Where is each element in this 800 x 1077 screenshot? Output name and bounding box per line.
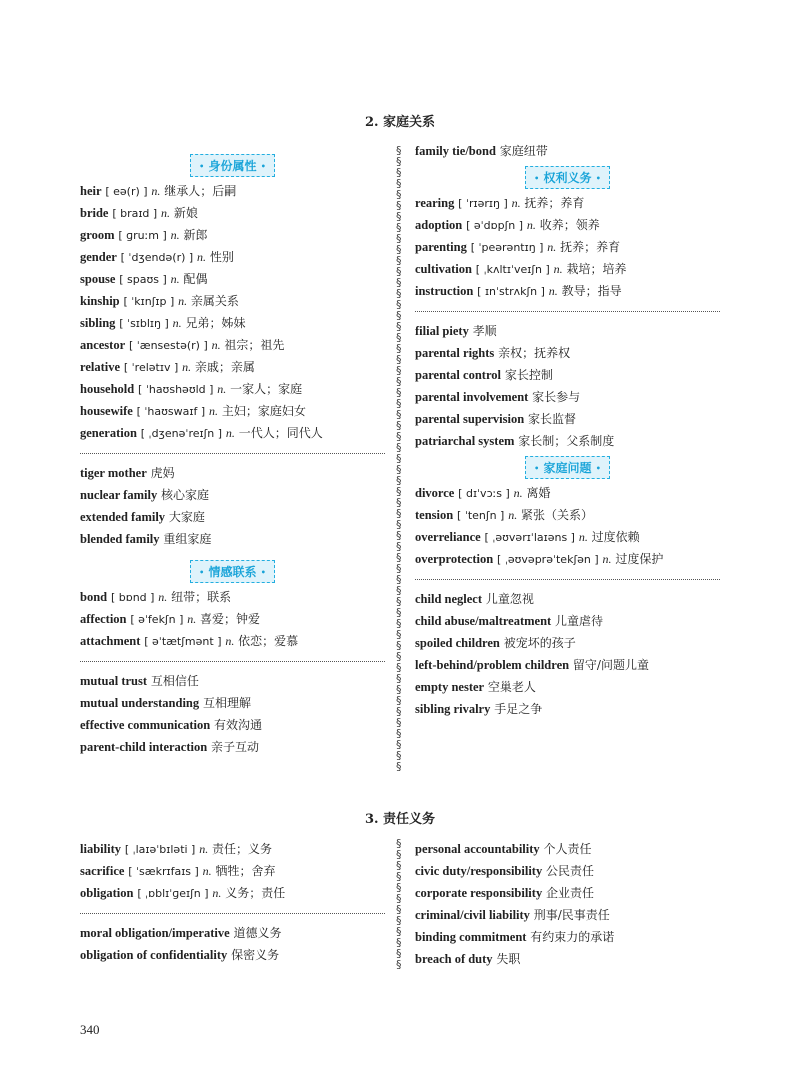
term: mutual understanding bbox=[80, 696, 200, 710]
term: effective communication bbox=[80, 718, 211, 732]
phonetic: [ ˌəʊvəprəˈtekʃən ] bbox=[497, 553, 599, 566]
tag-identity: • 身份属性 • bbox=[190, 154, 275, 177]
phrase-entry bbox=[80, 484, 385, 506]
translation: 儿童忽视 bbox=[485, 592, 534, 606]
word-entry bbox=[80, 586, 385, 608]
phrase-entry bbox=[415, 386, 720, 408]
translation: 被宠坏的孩子 bbox=[503, 636, 576, 650]
term: mutual trust bbox=[80, 674, 148, 688]
translation: 义务；责任 bbox=[225, 886, 286, 900]
problems-phrase-list bbox=[415, 588, 720, 720]
part-of-speech: n. bbox=[578, 530, 588, 544]
translation: 个人责任 bbox=[543, 842, 592, 856]
phonetic: [ ˈkɪnʃɪp ] bbox=[123, 295, 175, 308]
term: bond bbox=[80, 590, 108, 604]
part-of-speech: n. bbox=[526, 218, 536, 232]
emotion-phrase-list bbox=[80, 670, 385, 758]
phrase-entry bbox=[80, 692, 385, 714]
word-entry bbox=[80, 180, 385, 202]
phrase-entry bbox=[415, 632, 720, 654]
term: nuclear family bbox=[80, 488, 158, 502]
phonetic: [ ˈsɪblɪŋ ] bbox=[119, 317, 169, 330]
translation: 过度保护 bbox=[615, 552, 664, 566]
word-entry bbox=[80, 608, 385, 630]
phrase-entry bbox=[415, 430, 720, 452]
translation: 新娘 bbox=[173, 206, 198, 220]
word-entry bbox=[80, 290, 385, 312]
tag-rights-wrap bbox=[415, 162, 720, 192]
term: household bbox=[80, 382, 135, 396]
translation: 亲戚；亲属 bbox=[194, 360, 255, 374]
word-entry bbox=[80, 268, 385, 290]
tag-rights: • 权利义务 • bbox=[525, 166, 610, 189]
tag-problems: • 家庭问题 • bbox=[525, 456, 610, 479]
phrase-entry bbox=[415, 904, 720, 926]
column-divider: § § § § § § § § § § § § bbox=[396, 838, 402, 971]
phonetic: [ ˌɒblɪˈɡeɪʃn ] bbox=[137, 887, 209, 900]
translation: 亲属关系 bbox=[190, 294, 239, 308]
word-entry bbox=[80, 312, 385, 334]
translation: 亲权；抚养权 bbox=[498, 346, 571, 360]
term: groom bbox=[80, 228, 115, 242]
part-of-speech: n. bbox=[553, 262, 563, 276]
tag-emotion-wrap bbox=[80, 556, 385, 586]
phrase-entry bbox=[415, 948, 720, 970]
word-entry bbox=[415, 526, 720, 548]
translation: 公民责任 bbox=[546, 864, 595, 878]
part-of-speech: n. bbox=[199, 842, 209, 856]
rights-word-list bbox=[415, 192, 720, 302]
translation: 道德义务 bbox=[233, 926, 282, 940]
phrase-entry bbox=[80, 714, 385, 736]
phonetic: [ dɪˈvɔːs ] bbox=[458, 487, 510, 500]
part-of-speech: n. bbox=[208, 404, 218, 418]
translation: 性别 bbox=[209, 250, 234, 264]
part-of-speech: n. bbox=[225, 426, 235, 440]
term: overreliance bbox=[415, 530, 481, 544]
part-of-speech: n. bbox=[602, 552, 612, 566]
translation: 教导；指导 bbox=[561, 284, 622, 298]
part-of-speech: n. bbox=[178, 294, 188, 308]
term: parental supervision bbox=[415, 412, 525, 426]
term: bride bbox=[80, 206, 109, 220]
term: spouse bbox=[80, 272, 116, 286]
phrase-entry bbox=[80, 944, 385, 966]
part-of-speech: n. bbox=[182, 360, 192, 374]
tag-problems-wrap bbox=[415, 452, 720, 482]
term: ancestor bbox=[80, 338, 126, 352]
separator bbox=[80, 661, 385, 662]
translation: 刑事/民事责任 bbox=[533, 908, 610, 922]
translation: 紧张（关系） bbox=[521, 508, 594, 522]
part-of-speech: n. bbox=[511, 196, 521, 210]
translation: 继承人；后嗣 bbox=[164, 184, 237, 198]
translation: 有效沟通 bbox=[214, 718, 263, 732]
term: criminal/civil liability bbox=[415, 908, 530, 922]
phonetic: [ ˈsækrɪfaɪs ] bbox=[128, 865, 199, 878]
phonetic: [ ˌdʒenəˈreɪʃn ] bbox=[140, 427, 223, 440]
word-entry bbox=[415, 192, 720, 214]
term: child abuse/maltreatment bbox=[415, 614, 552, 628]
word-entry bbox=[80, 838, 385, 860]
term: child neglect bbox=[415, 592, 483, 606]
phonetic: [ ˈrɪərɪŋ ] bbox=[458, 197, 508, 210]
term: liability bbox=[80, 842, 121, 856]
word-entry bbox=[80, 224, 385, 246]
translation: 过度依赖 bbox=[591, 530, 640, 544]
term: patriarchal system bbox=[415, 434, 515, 448]
word-entry bbox=[80, 356, 385, 378]
part-of-speech: n. bbox=[225, 634, 235, 648]
translation: 虎妈 bbox=[150, 466, 175, 480]
phrase-entry bbox=[415, 588, 720, 610]
term: blended family bbox=[80, 532, 160, 546]
translation: 核心家庭 bbox=[161, 488, 210, 502]
part-of-speech: n. bbox=[158, 590, 168, 604]
phonetic: [ ɪnˈstrʌkʃn ] bbox=[477, 285, 545, 298]
term: breach of duty bbox=[415, 952, 493, 966]
word-entry bbox=[80, 202, 385, 224]
phonetic: [ spaʊs ] bbox=[119, 273, 167, 286]
phonetic: [ ˌkʌltɪˈveɪʃn ] bbox=[475, 263, 550, 276]
part-of-speech: n. bbox=[217, 382, 227, 396]
word-entry bbox=[415, 236, 720, 258]
term: obligation bbox=[80, 886, 134, 900]
word-entry bbox=[415, 482, 720, 504]
term: moral obligation/imperative bbox=[80, 926, 230, 940]
phonetic: [ ˈhaʊswaɪf ] bbox=[136, 405, 206, 418]
term: kinship bbox=[80, 294, 120, 308]
word-entry bbox=[80, 422, 385, 444]
part-of-speech: n. bbox=[212, 886, 222, 900]
word-entry bbox=[415, 280, 720, 302]
phonetic: [ əˈtætʃmənt ] bbox=[144, 635, 222, 648]
phonetic: [ braɪd ] bbox=[112, 207, 158, 220]
separator bbox=[80, 453, 385, 454]
word-entry bbox=[80, 860, 385, 882]
word-entry bbox=[415, 214, 720, 236]
duty-right-column bbox=[415, 838, 720, 970]
problems-word-list bbox=[415, 482, 720, 570]
phrase-entry bbox=[415, 364, 720, 386]
phrase-entry bbox=[80, 922, 385, 944]
term: sibling bbox=[80, 316, 116, 330]
phrase-entry bbox=[415, 698, 720, 720]
duty-phrase-list bbox=[80, 922, 385, 966]
part-of-speech: n. bbox=[151, 184, 161, 198]
phrase-entry bbox=[415, 882, 720, 904]
term: parental rights bbox=[415, 346, 495, 360]
part-of-speech: n. bbox=[548, 284, 558, 298]
phrase-entry bbox=[80, 528, 385, 550]
part-of-speech: n. bbox=[513, 486, 523, 500]
translation: 责任；义务 bbox=[212, 842, 273, 856]
term: obligation of confidentiality bbox=[80, 948, 228, 962]
term: parental involvement bbox=[415, 390, 529, 404]
family-right-column bbox=[415, 140, 720, 720]
separator bbox=[415, 579, 720, 580]
translation: 手足之争 bbox=[494, 702, 543, 716]
translation: 依恋；爱慕 bbox=[238, 634, 299, 648]
translation: 失职 bbox=[496, 952, 521, 966]
term: civic duty/responsibility bbox=[415, 864, 543, 878]
translation: 空巢老人 bbox=[487, 680, 536, 694]
part-of-speech: n. bbox=[170, 272, 180, 286]
translation: 纽带；联系 bbox=[171, 590, 232, 604]
phonetic: [ ˈpeərəntɪŋ ] bbox=[470, 241, 544, 254]
phonetic: [ ɡruːm ] bbox=[118, 229, 167, 242]
phrase-entry bbox=[80, 736, 385, 758]
word-entry bbox=[80, 882, 385, 904]
phrase-entry bbox=[80, 462, 385, 484]
phrase-entry bbox=[80, 670, 385, 692]
phonetic: [ ˈrelətɪv ] bbox=[123, 361, 179, 374]
term: affection bbox=[80, 612, 127, 626]
phonetic: [ əˈdɒpʃn ] bbox=[466, 219, 524, 232]
translation: 儿童虐待 bbox=[555, 614, 604, 628]
phrase-entry bbox=[415, 838, 720, 860]
phrase-entry bbox=[415, 654, 720, 676]
word-entry bbox=[80, 246, 385, 268]
term: relative bbox=[80, 360, 121, 374]
term: cultivation bbox=[415, 262, 472, 276]
translation: 祖宗；祖先 bbox=[224, 338, 285, 352]
translation: 主妇；家庭妇女 bbox=[221, 404, 306, 418]
translation: 栽培；培养 bbox=[566, 262, 627, 276]
phonetic: [ eə(r) ] bbox=[105, 185, 148, 198]
phonetic: [ ˈænsestə(r) ] bbox=[128, 339, 208, 352]
phonetic: [ əˈfekʃn ] bbox=[130, 613, 184, 626]
translation: 孝顺 bbox=[472, 324, 497, 338]
phonetic: [ ˌlaɪəˈbɪləti ] bbox=[124, 843, 196, 856]
term: filial piety bbox=[415, 324, 469, 338]
section-title-duty: 3. 责任义务 bbox=[364, 812, 436, 827]
tag-identity-wrap bbox=[80, 150, 385, 180]
phonetic: [ ˈtenʃn ] bbox=[457, 509, 505, 522]
phonetic: [ ˌəʊvərɪˈlaɪəns ] bbox=[484, 531, 575, 544]
identity-word-list bbox=[80, 180, 385, 444]
translation: 配偶 bbox=[183, 272, 208, 286]
translation: 大家庭 bbox=[168, 510, 205, 524]
phrase-entry bbox=[415, 140, 720, 162]
term: generation bbox=[80, 426, 137, 440]
phrase-entry bbox=[415, 320, 720, 342]
word-entry bbox=[415, 504, 720, 526]
term: empty nester bbox=[415, 680, 485, 694]
rights-phrase-list bbox=[415, 320, 720, 452]
translation: 家庭纽带 bbox=[499, 144, 548, 158]
translation: 新郎 bbox=[183, 228, 208, 242]
term: left-behind/problem children bbox=[415, 658, 570, 672]
term: parental control bbox=[415, 368, 501, 382]
part-of-speech: n. bbox=[170, 228, 180, 242]
translation: 留守/问题儿童 bbox=[572, 658, 649, 672]
translation: 重组家庭 bbox=[163, 532, 212, 546]
duty-word-list bbox=[80, 838, 385, 904]
term: adoption bbox=[415, 218, 463, 232]
translation: 保密义务 bbox=[231, 948, 280, 962]
term: spoiled children bbox=[415, 636, 500, 650]
translation: 牺牲；舍弃 bbox=[215, 864, 276, 878]
translation: 家长控制 bbox=[504, 368, 553, 382]
separator bbox=[415, 311, 720, 312]
translation: 抚养；养育 bbox=[560, 240, 621, 254]
phonetic: [ ˈdʒendə(r) ] bbox=[120, 251, 194, 264]
separator bbox=[80, 913, 385, 914]
term: parenting bbox=[415, 240, 467, 254]
term: divorce bbox=[415, 486, 455, 500]
translation: 家长参与 bbox=[532, 390, 581, 404]
term: instruction bbox=[415, 284, 474, 298]
translation: 抚养；养育 bbox=[524, 196, 585, 210]
phrase-entry bbox=[80, 506, 385, 528]
part-of-speech: n. bbox=[508, 508, 518, 522]
translation: 一代人；同代人 bbox=[238, 426, 323, 440]
term: sibling rivalry bbox=[415, 702, 491, 716]
phrase-entry bbox=[415, 408, 720, 430]
word-entry bbox=[415, 548, 720, 570]
translation: 家长监督 bbox=[528, 412, 577, 426]
term: tension bbox=[415, 508, 454, 522]
word-entry bbox=[80, 378, 385, 400]
word-entry bbox=[80, 400, 385, 422]
part-of-speech: n. bbox=[211, 338, 221, 352]
translation: 兄弟；姊妹 bbox=[185, 316, 246, 330]
phrase-entry bbox=[415, 676, 720, 698]
translation: 亲子互动 bbox=[211, 740, 260, 754]
family-left-column bbox=[80, 150, 385, 758]
part-of-speech: n. bbox=[547, 240, 557, 254]
term: heir bbox=[80, 184, 102, 198]
word-entry bbox=[415, 258, 720, 280]
translation: 一家人；家庭 bbox=[230, 382, 303, 396]
page-number: 340 bbox=[80, 1022, 100, 1037]
phrase-entry bbox=[415, 860, 720, 882]
term: parent-child interaction bbox=[80, 740, 208, 754]
section-title-family: 2. 家庭关系 bbox=[364, 115, 436, 130]
translation: 收养；领养 bbox=[539, 218, 600, 232]
term: binding commitment bbox=[415, 930, 527, 944]
translation: 企业责任 bbox=[546, 886, 595, 900]
phrase-entry bbox=[415, 610, 720, 632]
translation: 互相信任 bbox=[150, 674, 199, 688]
term: corporate responsibility bbox=[415, 886, 543, 900]
tag-emotion: • 情感联系 • bbox=[190, 560, 275, 583]
term: family tie/bond bbox=[415, 144, 496, 158]
word-entry bbox=[80, 334, 385, 356]
translation: 离婚 bbox=[526, 486, 551, 500]
phrase-entry bbox=[415, 926, 720, 948]
phrase-entry bbox=[415, 342, 720, 364]
term: housewife bbox=[80, 404, 133, 418]
part-of-speech: n. bbox=[187, 612, 197, 626]
part-of-speech: n. bbox=[161, 206, 171, 220]
column-divider: § § § § § § § § § § § § § § § § § § § § § § § § § § § § § § § § § § § § § § § § § § § § § § § § § § § § § § § § § bbox=[396, 145, 402, 773]
duty-left-column bbox=[80, 838, 385, 966]
emotion-word-list bbox=[80, 586, 385, 652]
term: rearing bbox=[415, 196, 455, 210]
phonetic: [ ˈhaʊshəʊld ] bbox=[138, 383, 214, 396]
duty-phrase-list-right bbox=[415, 838, 720, 970]
term: overprotection bbox=[415, 552, 494, 566]
term: extended family bbox=[80, 510, 166, 524]
part-of-speech: n. bbox=[197, 250, 206, 264]
term: personal accountability bbox=[415, 842, 540, 856]
translation: 有约束力的承诺 bbox=[530, 930, 615, 944]
part-of-speech: n. bbox=[172, 316, 182, 330]
word-entry bbox=[80, 630, 385, 652]
translation: 家长制；父系制度 bbox=[518, 434, 615, 448]
term: gender bbox=[80, 250, 117, 264]
translation: 喜爱；钟爱 bbox=[200, 612, 261, 626]
phonetic: [ bɒnd ] bbox=[110, 591, 155, 604]
term: sacrifice bbox=[80, 864, 125, 878]
term: tiger mother bbox=[80, 466, 147, 480]
part-of-speech: n. bbox=[202, 864, 212, 878]
translation: 互相理解 bbox=[202, 696, 251, 710]
identity-phrase-list bbox=[80, 462, 385, 550]
term: attachment bbox=[80, 634, 141, 648]
